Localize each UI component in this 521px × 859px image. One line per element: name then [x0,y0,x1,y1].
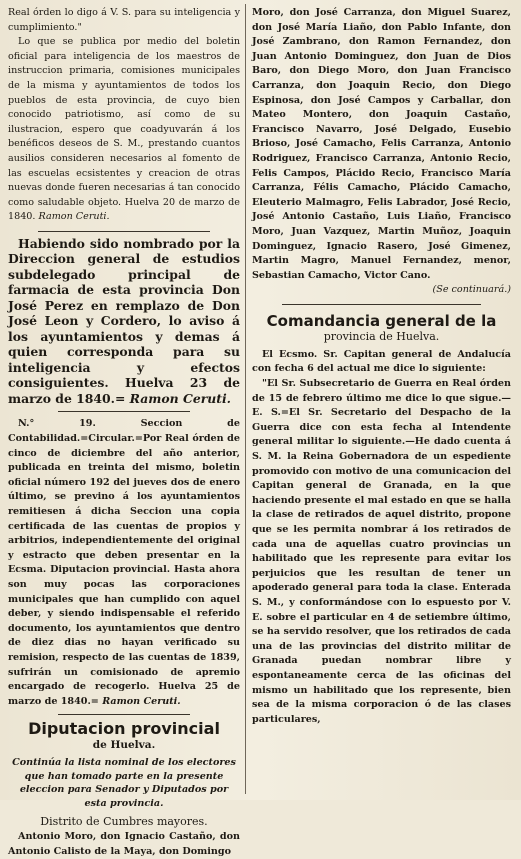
section-subheading: de Huelva. [92,739,156,752]
section-heading-diputacion: Diputacion provincial [28,719,220,739]
paragraph-subdelegado-farmacia: Habiendo sido nombrado por la Direccion general de estudios subdelegado principal de farmacia de esta provincia Don José Perez en remplazo de Don José Leon y Cordero, lo aviso á los ayuntamientos y demas á quien corresponda para su inteligencia y efectos consiguientes. Huelva 23 de marzo de 1840.= Ramon Ceruti. [8,235,240,406]
paragraph-contabilidad-circular: N.° 19. Seccion de Contabilidad.=Circular.=Por Real órden de cinco de diciembre del año anterior, publicada en treinta del mismo, boletin oficial número 192 del jueves dos de enero último, se previno á los ayuntamientos remitiesen á dicha Seccion una copia certificada de las cuentas de propios y arbitrios, independientemente del original y estracto que deben presentar en la Ecsma. Diputacion provincial. Hasta ahora son muy pocas las corporaciones municipales que han cumplido con aquel deber, y siendo indispensable el referido documento, los ayuntamientos que dentro de diez dias no hayan verificado su remision, respecto de las cuentas de 1839, sufrirán un comisionado de apremio encargado de recogerlo. Huelva 25 de marzo de 1840.= Ramon Ceruti. [8,418,240,707]
section-heading-comandancia: Comandancia general de la [266,311,497,330]
divider [38,231,210,232]
paragraph-real-orden-guerra: "El Sr. Subsecretario de Guerra en Real órden de 15 de febrero último me dice lo que sigue.—E. S.=El Sr. Secretario del Despacho de la Guerra dice con esta fecha al Intendente general militar lo siguiente.—He dado cuenta á S. M. la Reina Gobernadora de un espediente promovido con motivo de una comunicacion del Capitan general de Granada, en la que haciendo presente el mal estado en que se halla la clase de retirados de aquel distrito, propone que se les permita nombrar á los retirados de cada una de aquellas cuatro provincias un habilitado que les represente para evitar los perjuicios que les resultan de tener un apoderado general para toda la clase. Enterada S. M., y conformándose con lo espuesto por V. E. sobre el particular en 4 de setiembre último, se ha servido resolver, que los retirados de cada una de las provincias del distrito militar de Granada puedan nombrar libre y espontaneamente cerca de las oficinas del mismo un habilitado que los represente, bien sea de la misma corporacion ó de las clases particulares, [252,378,511,725]
electors-list-continued: Moro, don José Carranza, don Miguel Suarez, don José María Liaño, don Pablo Infante, don José Zambrano, don Ramon Fernandez, don Juan Antonio Dominguez, don Juan de Dios Baro, don Diego Moro, don Juan Francisco Carranza, don Joaquin Recio, don Diego Espinosa, don José Campos y Carballar, don Mateo Montero, don Joaquin Castaño, Francisco Navarro, José Delgado, Eusebio Brioso, José Camacho, Felis Carranza, Antonio Rodriguez, Francisco Carranza, Antonio Recio, Felis Campos, Plácido Recio, Francisco María Carranza, Félis Camacho, Plácido Camacho, Eleuterio Malmagro, Felis Labrador, José Recio, José Antonio Castaño, Luis Liaño, Francisco Moro, Juan Vazquez, Martin Muñoz, Joaquin Dominguez, Ignacio Rasero, José Gimenez, Martin Magro, Manuel Fernandez, menor, Sebastian Camacho, Victor Cano. [252,7,511,281]
section-subheading: provincia de Huelva. [323,329,440,343]
district-heading: Distrito de Cumbres mayores. [40,815,208,829]
paragraph-real-orden-end: Real órden lo digo á V. S. para su inteligencia y cumplimiento." [8,7,240,33]
divider [282,304,481,305]
signature: Ramon Ceruti. [129,390,231,406]
divider [58,411,190,412]
continued-note: (Se continuará.) [432,284,511,296]
paragraph-instruccion-primaria: Lo que se publica por medio del boletin oficial para inteligencia de los maestros de instruccion primaria, comisiones municipales de la misma y ayuntamientos de todos los pueblos de esta provincia, de cuyo bien conocido patriotismo, así como de su ilustracion, espero que coadyuvarán á los benéficos deseos de S. M., prestando cuantos ausilios consideren necesarios al fomento de las escuelas ecsistentes y creacion de otras nuevas donde fueren necesarias á tan conocido como saludable objeto. Huelva 20 de marzo de 1840. Ramon Ceruti. [8,36,240,223]
electors-list: Antonio Moro, don Ignacio Castaño, don Antonio Calisto de la Maya, don Domingo [8,831,240,857]
electors-intro: Continúa la lista nominal de los electores que han tomado parte en la presente eleccion para Senador y Diputados por esta provincia. [12,757,236,809]
signature: Ramon Ceruti. [102,695,181,707]
divider [58,714,190,715]
signature: Ramon Ceruti. [38,211,110,223]
left-column [8,6,240,857]
right-column [252,6,511,796]
column-rule [245,4,246,794]
paragraph-capitan-general: El Ecsmo. Sr. Capitan general de Andalucía con fecha 6 del actual me dice lo siguiente: [252,348,511,375]
